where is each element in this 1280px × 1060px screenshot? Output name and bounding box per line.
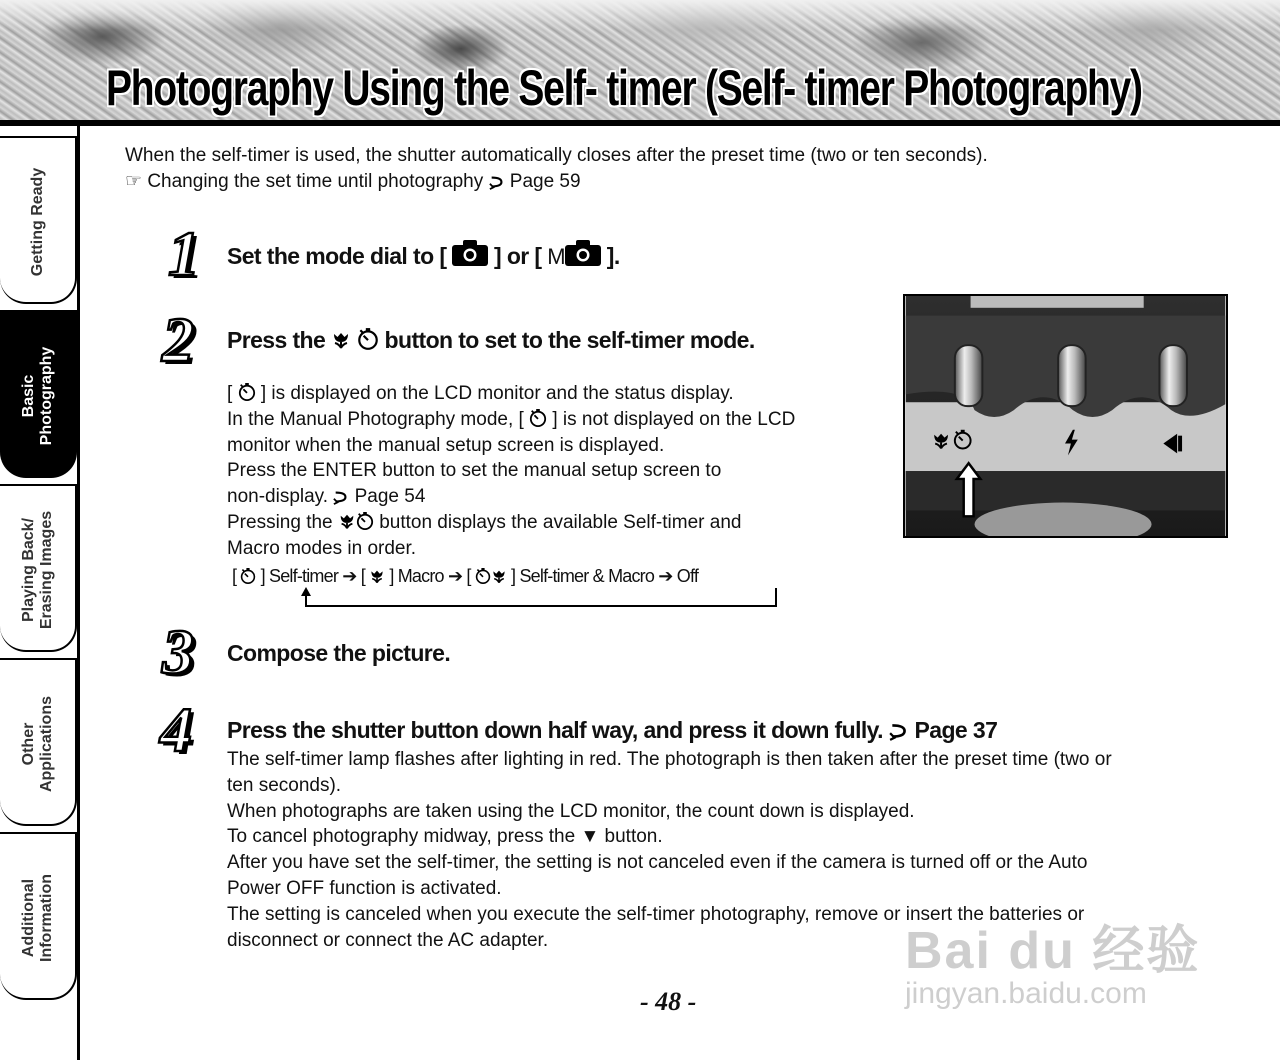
para-line: When photographs are taken using the LCD monitor, the count down is displayed. — [227, 800, 915, 822]
hand-pointer-icon: ☞ — [125, 171, 143, 192]
page-link[interactable]: Page 59 — [509, 171, 581, 192]
step-heading-text: ] or [ — [493, 243, 542, 269]
cycle-return-arrow — [296, 586, 786, 610]
step-heading-text: Set the mode dial to [ — [227, 243, 447, 269]
para-line: button. — [604, 826, 663, 848]
para-line: ] is not displayed on the LCD — [552, 408, 796, 430]
step-heading — [227, 716, 997, 744]
step-heading-text: button to set to the self-timer mode. — [384, 327, 755, 353]
step-heading — [227, 326, 755, 354]
step-number: 4 — [160, 694, 192, 765]
tab-basic-photography[interactable] — [0, 310, 77, 478]
step-number: 2 — [162, 304, 194, 375]
reference-arrow-icon — [333, 489, 349, 505]
self-timer-icon — [357, 327, 379, 351]
cycle-item: Off — [676, 566, 699, 586]
para-line: monitor when the manual setup screen is displayed. — [227, 434, 665, 456]
step-number: 1 — [168, 218, 200, 289]
tab-label: Additional Information — [20, 874, 55, 962]
reference-arrow-icon — [889, 721, 909, 741]
page-title: Photography Using the Self- timer (Self- timer Photography) — [106, 60, 1142, 116]
reference-arrow-icon — [489, 174, 505, 190]
manual-mode-letter: M — [547, 244, 565, 269]
self-timer-icon — [529, 408, 547, 428]
intro-line: When the self-timer is used, the shutter automatically closes after the preset time (two or ten seconds). — [125, 145, 988, 166]
self-timer-icon — [356, 511, 374, 531]
tab-other-applications[interactable] — [0, 658, 77, 826]
para-line: ] is displayed on the LCD monitor and the status display. — [260, 383, 734, 404]
step-heading-text: ]. — [606, 243, 620, 269]
macro-icon — [369, 569, 385, 585]
sidebar-rule — [77, 126, 80, 1060]
tab-additional-information[interactable] — [0, 832, 77, 1000]
cycle-item: ] Self-timer — [260, 566, 339, 586]
camera-icon — [565, 240, 601, 266]
page-link[interactable]: Page 37 — [914, 717, 998, 743]
intro-text — [125, 143, 988, 195]
camera-buttons-photo — [903, 294, 1228, 538]
para-line: The self-timer lamp flashes after lighting in red. The photograph is then taken after the preset time (two or — [227, 749, 1112, 770]
self-timer-icon — [240, 567, 256, 585]
tab-label: Playing Back/ Erasing Images — [20, 510, 55, 630]
cycle-item: ] Self-timer & Macro — [511, 566, 655, 586]
para-line: To cancel photography midway, press the — [227, 826, 576, 848]
tab-label: Basic Photography — [20, 346, 55, 446]
para-line: Press the ENTER button to set the manual setup screen to — [227, 460, 722, 482]
cycle-item: ] Macro — [389, 566, 444, 586]
para-line: Pressing the — [227, 511, 333, 533]
para-line: After you have set the self-timer, the setting is not canceled even if the camera is turned off or the Auto — [227, 852, 1088, 874]
step-2-text: [ ] is displayed on the LCD monitor and the status display. In the Manual Photography mode, [ ] is not displayed on the LCD monitor when the manual setup screen is displayed. Press the ENTER button to set the manual setup screen to non-display. Page 54 Pressing the button displays the available Self-timer and Macro modes in order. — [227, 381, 877, 562]
step-heading-text: Press the — [227, 327, 326, 353]
macro-icon — [491, 569, 507, 585]
macro-icon — [338, 513, 356, 531]
page-link[interactable]: Page 54 — [354, 486, 426, 508]
macro-icon — [331, 331, 351, 351]
watermark-logo: Bai du 经验 — [905, 922, 1201, 980]
camera-icon — [452, 240, 488, 266]
para-line: In the Manual Photography mode, [ — [227, 408, 524, 430]
step-heading: Compose the picture. — [227, 640, 451, 666]
tab-getting-ready[interactable] — [0, 136, 77, 304]
para-line: The setting is canceled when you execute the self-timer photography, remove or insert the batteries or — [227, 903, 1085, 925]
para-line: Power OFF function is activated. — [227, 877, 502, 899]
intro-reference-text: Changing the set time until photography — [147, 171, 484, 192]
step-heading-text: Press the shutter button down half way, and press it down fully. — [227, 717, 883, 743]
watermark-url: jingyan.baidu.com — [905, 977, 1147, 1010]
down-triangle-icon: ▼ — [580, 826, 600, 848]
page-number: - 48 - — [640, 987, 697, 1016]
para-line: ten seconds). — [227, 774, 342, 796]
intro-reference-line — [125, 169, 988, 195]
step-number: 3 — [162, 616, 194, 687]
mode-cycle: [ ] Self-timer ➔ [ ] Macro ➔ [ ] Self-timer & Macro ➔ Off — [232, 566, 699, 586]
para-line: button displays the available Self-timer and — [379, 511, 742, 533]
tab-label: Other Applications — [20, 696, 55, 793]
para-line: non-display. — [227, 486, 329, 508]
para-line: disconnect or connect the AC adapter. — [227, 929, 549, 951]
para-line: Macro modes in order. — [227, 537, 417, 559]
tab-playing-back[interactable] — [0, 484, 77, 652]
step-heading — [227, 240, 620, 271]
self-timer-icon — [475, 567, 491, 585]
tab-label: Getting Ready — [29, 167, 46, 277]
step-4-text — [227, 747, 1237, 953]
self-timer-icon — [238, 382, 256, 402]
header-rule — [0, 120, 1280, 126]
